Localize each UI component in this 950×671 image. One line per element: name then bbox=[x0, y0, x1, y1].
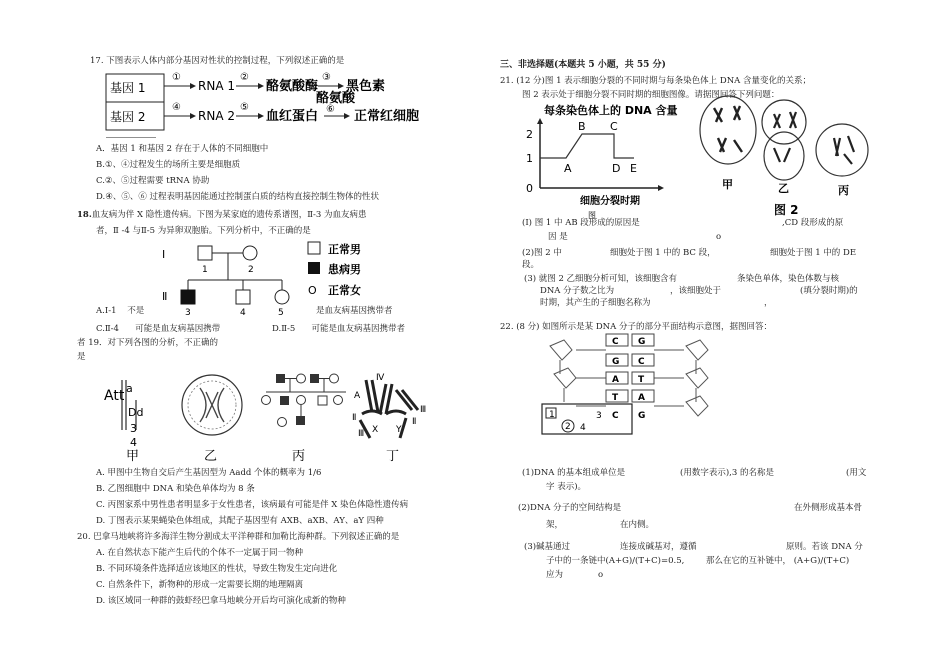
svg-text:5: 5 bbox=[278, 308, 284, 316]
caption-bing: 丙 bbox=[292, 449, 306, 462]
legend-female-icon: O bbox=[308, 284, 317, 297]
pedigree-ii5 bbox=[275, 290, 289, 304]
q17-rna1: RNA 1 bbox=[198, 79, 235, 93]
svg-text:X: X bbox=[372, 425, 379, 435]
svg-text:Ⅳ: Ⅳ bbox=[376, 373, 385, 383]
svg-text:Ⅲ: Ⅲ bbox=[358, 429, 365, 439]
q21-figure-2 bbox=[694, 94, 874, 222]
q21-stem-1: 21. (12 分)图 1 表示细胞分裂的不同时期与每条染色体上 DNA 含量变化的关系； bbox=[500, 76, 811, 86]
q22-part2-c: 架， bbox=[546, 520, 564, 530]
q17-gene2: 基因 2 bbox=[110, 110, 146, 124]
q22-part2-d: 在内侧。 bbox=[620, 520, 655, 530]
pedigree-i2 bbox=[243, 246, 257, 260]
svg-text:Ⅱ: Ⅱ bbox=[352, 413, 357, 423]
fig2-bing-cell bbox=[816, 124, 868, 176]
q19-option-d: D. 丁图表示某果蝇染色体组成，其配子基因型有 AXB、aXB、AY、aY 四种 bbox=[96, 516, 384, 526]
svg-text:D: D bbox=[612, 162, 621, 175]
q19-stem-2: 是 bbox=[77, 352, 86, 362]
legend-affected-male-icon bbox=[308, 262, 320, 274]
svg-text:E: E bbox=[630, 162, 637, 175]
svg-text:A: A bbox=[612, 375, 619, 385]
q18-option-b-tail: 是血友病基因携带者 bbox=[316, 306, 393, 316]
q22-part1-b: (用数字表示),3 的名称是 bbox=[680, 468, 774, 478]
q21-part2-b: 细胞处于图 1 中的 BC 段， bbox=[610, 248, 716, 258]
q17-amino: 酪氨酸 bbox=[316, 91, 356, 106]
q22-part3-f: 应为 bbox=[546, 570, 564, 580]
q22-part1-d: 字 表示)。 bbox=[546, 482, 587, 492]
caption-jia: 甲 bbox=[126, 449, 140, 462]
q19-option-b: B. 乙图细胞中 DNA 和染色单体均为 8 条 bbox=[96, 484, 255, 494]
q22-part2-a: (2)DNA 分子的空间结构是 bbox=[518, 503, 622, 513]
q21-part2-c: 细胞处于图 1 中的 DE bbox=[770, 248, 857, 258]
svg-text:C: C bbox=[612, 337, 619, 347]
q21-x-label: 细胞分裂时期 bbox=[580, 196, 640, 207]
svg-text:⑤: ⑤ bbox=[240, 102, 249, 113]
q19-figures bbox=[96, 370, 436, 462]
q17-option-b: B.①、④过程发生的场所主要是细胞质 bbox=[96, 160, 241, 170]
svg-text:4: 4 bbox=[580, 423, 586, 433]
svg-text:2: 2 bbox=[248, 265, 254, 275]
svg-text:C: C bbox=[612, 411, 619, 421]
q18-option-a: A.I-1 不是 bbox=[96, 306, 145, 316]
q20-stem: 20. 巴拿马地峡将许多海洋生物分割成太平洋种群和加勒比海种群。下列叙述正确的是 bbox=[77, 532, 400, 542]
svg-text:B: B bbox=[578, 120, 586, 133]
svg-text:丙: 丙 bbox=[838, 184, 849, 197]
q21-part1-b: ,CD 段形成的原 bbox=[782, 218, 844, 228]
svg-text:2: 2 bbox=[565, 422, 571, 432]
q20-option-d: D. 该区域同一种群的鼓虾经巴拿马地峡分开后均可演化成新的物种 bbox=[96, 596, 346, 606]
svg-text:A: A bbox=[564, 162, 572, 175]
svg-text:2: 2 bbox=[526, 128, 533, 141]
caption-ding: 丁 bbox=[386, 449, 400, 462]
svg-text:1: 1 bbox=[202, 265, 208, 275]
caption-yi: 乙 bbox=[204, 449, 218, 462]
q21-chart-title: 每条染色体上的 DNA 含量 bbox=[544, 104, 678, 117]
svg-text:乙: 乙 bbox=[778, 182, 789, 195]
q22-part2-b: 在外侧形成基本骨 bbox=[794, 503, 863, 513]
q17-enzyme: 酪氨酸酶 bbox=[266, 79, 319, 94]
pedigree-ii4 bbox=[236, 290, 250, 304]
q17-rna2: RNA 2 bbox=[198, 109, 235, 123]
q22-part3-a: (3)碱基通过 bbox=[524, 542, 571, 552]
q17-option-d: D.④、⑤、⑥ 过程表明基因能通过控制蛋白质的结构直接控制生物体的性状 bbox=[96, 192, 380, 202]
q17-gene-diagram bbox=[98, 66, 428, 138]
q17-option-a: A．基因 1 和基因 2 存在于人体的不同细胞中 bbox=[96, 144, 269, 154]
q22-dna-structure bbox=[536, 332, 726, 440]
svg-text:A: A bbox=[354, 391, 361, 401]
q22-part3-e: 那么在它的互补链中， (A+G)/(T+C) bbox=[706, 556, 850, 566]
q22-part1-c: (用文 bbox=[846, 468, 867, 478]
svg-text:I: I bbox=[162, 248, 166, 261]
svg-text:①: ① bbox=[172, 72, 181, 83]
q21-part3-c: DNA 分子数之比为 bbox=[540, 286, 615, 296]
q19-figure-jia bbox=[104, 380, 143, 449]
svg-text:4: 4 bbox=[130, 436, 137, 449]
svg-text:图: 图 bbox=[588, 211, 596, 220]
q18-option-d: D.Ⅱ-5 可能是血友病基因携带者 bbox=[272, 324, 406, 334]
svg-text:T: T bbox=[638, 375, 645, 385]
q18-option-c: C.Ⅱ-4 可能是血友病基因携带 bbox=[96, 324, 221, 334]
svg-text:a: a bbox=[126, 382, 133, 395]
q22-part1-a: (1)DNA 的基本组成单位是 bbox=[522, 468, 626, 478]
q20-option-b: B. 不同环境条件选择适应该地区的性状，导致生物发生定向进化 bbox=[96, 564, 338, 574]
svg-text:正常女: 正常女 bbox=[328, 284, 361, 297]
svg-text:G: G bbox=[638, 337, 646, 347]
q21-part1-a: (Ⅰ) 图 1 中 AB 段形成的原因是 bbox=[522, 218, 640, 228]
q19-option-a: A. 甲图中生物自交后产生基因型为 Aadd 个体的概率为 1/6 bbox=[96, 468, 322, 478]
svg-text:3: 3 bbox=[596, 411, 602, 421]
q17-rbc: 正常红细胞 bbox=[354, 109, 420, 124]
q21-part3-g: ， bbox=[764, 298, 773, 308]
svg-text:1: 1 bbox=[526, 152, 533, 165]
svg-text:G: G bbox=[612, 357, 620, 367]
svg-text:Att: Att bbox=[104, 388, 125, 404]
q21-part1-c: 因 是 bbox=[548, 232, 568, 242]
q19-stem-1: 者 19．对下列各图的分析，不正确的 bbox=[77, 338, 219, 348]
q22-stem: 22. (8 分) 如图所示是某 DNA 分子的部分平面结构示意图，据图回答： bbox=[500, 322, 772, 332]
svg-text:G: G bbox=[638, 411, 646, 421]
q21-part3-f: 时期，其产生的子细胞名称为 bbox=[540, 298, 651, 308]
q17-option-c: C.②、⑤过程需要 tRNA 协助 bbox=[96, 176, 210, 186]
svg-text:④: ④ bbox=[172, 102, 181, 113]
svg-text:Ⅱ: Ⅱ bbox=[162, 290, 168, 303]
q17-hemoglobin: 血红蛋白 bbox=[266, 109, 319, 124]
svg-text:0: 0 bbox=[526, 182, 533, 195]
q17-gene1: 基因 1 bbox=[110, 81, 146, 95]
svg-text:3: 3 bbox=[185, 308, 191, 316]
q18-pedigree bbox=[150, 236, 380, 316]
svg-text:3: 3 bbox=[130, 422, 137, 435]
fig2-jia-cell bbox=[700, 96, 756, 164]
q21-part1-d: o bbox=[716, 232, 722, 242]
q21-part3-b: 条染色单体，染色体数与核 bbox=[737, 274, 840, 284]
svg-text:Ⅲ: Ⅲ bbox=[420, 405, 427, 415]
svg-text:正常男: 正常男 bbox=[328, 243, 361, 256]
q21-part3-d: ，该细胞处于 bbox=[670, 286, 722, 296]
fig2-yi-cell bbox=[762, 100, 806, 180]
svg-text:C: C bbox=[610, 120, 618, 133]
q19-figure-ding bbox=[352, 373, 426, 439]
svg-text:患病男: 患病男 bbox=[328, 263, 361, 276]
q17-melanin: 黑色素 bbox=[346, 79, 386, 94]
section-3-heading: 三、非选择题(本题共 5 小题，共 55 分) bbox=[500, 60, 666, 70]
pedigree-ii3 bbox=[181, 290, 195, 304]
q18-stem-1: 18.血友病为伴 X 隐性遗传病。下图为某家庭的遗传系谱图，Ⅱ-3 为血友病患 bbox=[77, 210, 367, 220]
svg-text:③: ③ bbox=[322, 72, 331, 83]
legend-normal-male-icon bbox=[308, 242, 320, 254]
svg-text:1: 1 bbox=[549, 410, 555, 420]
q21-stem-2: 图 2 表示处于细胞分裂不同时期的细胞图像。请据图回答下列问题： bbox=[522, 90, 780, 100]
q19-figure-yi bbox=[182, 375, 242, 435]
q22-part3-c: 原则。若该 DNA 分 bbox=[786, 542, 863, 552]
q19-option-c: C. 丙图家系中男性患者明显多于女性患者，该病最有可能是伴 X 染色体隐性遗传病 bbox=[96, 500, 409, 510]
q19-figure-bing bbox=[262, 374, 347, 427]
q21-part3-a: (3) 就图 2 乙细胞分析可知，该细胞含有 bbox=[524, 274, 678, 284]
svg-text:T: T bbox=[612, 393, 619, 403]
svg-text:②: ② bbox=[240, 72, 249, 83]
q22-part3-d: 子中的一条链中(A+G)/(T+C)=0.5, bbox=[546, 556, 685, 566]
q21-dna-line bbox=[540, 134, 634, 158]
svg-text:Ⅱ: Ⅱ bbox=[412, 417, 417, 427]
q21-fig2-label: 图 2 bbox=[774, 203, 799, 217]
q22-part3-b: 连接成碱基对，遵循 bbox=[620, 542, 697, 552]
q21-part3-e: (填分裂时期)的 bbox=[800, 286, 858, 296]
svg-text:Dd: Dd bbox=[128, 406, 144, 419]
svg-text:Y: Y bbox=[396, 425, 402, 435]
pedigree-i1 bbox=[198, 246, 212, 260]
svg-text:C: C bbox=[638, 357, 645, 367]
svg-text:A: A bbox=[638, 393, 645, 403]
q21-part2-d: 段。 bbox=[522, 260, 540, 270]
q21-part2-a: (2)图 2 中 bbox=[522, 248, 562, 258]
q20-option-a: A. 在自然状态下能产生后代的个体不一定属于同一物种 bbox=[96, 548, 304, 558]
q22-part3-g: o bbox=[598, 570, 604, 580]
q18-stem-2: 者，Ⅱ -4 与Ⅱ-5 为异卵双胞胎。下列分析中，不正确的是 bbox=[96, 226, 311, 236]
q21-figure-1-chart bbox=[522, 100, 682, 222]
svg-text:⑥: ⑥ bbox=[326, 104, 335, 115]
svg-text:甲: 甲 bbox=[722, 178, 733, 191]
svg-text:4: 4 bbox=[240, 308, 246, 316]
q20-option-c: C. 自然条件下，新物种的形成一定需要长期的地理隔离 bbox=[96, 580, 304, 590]
q17-stem: 17. 下图表示人体内部分基因对性状的控制过程，下列叙述正确的是 bbox=[90, 56, 345, 66]
